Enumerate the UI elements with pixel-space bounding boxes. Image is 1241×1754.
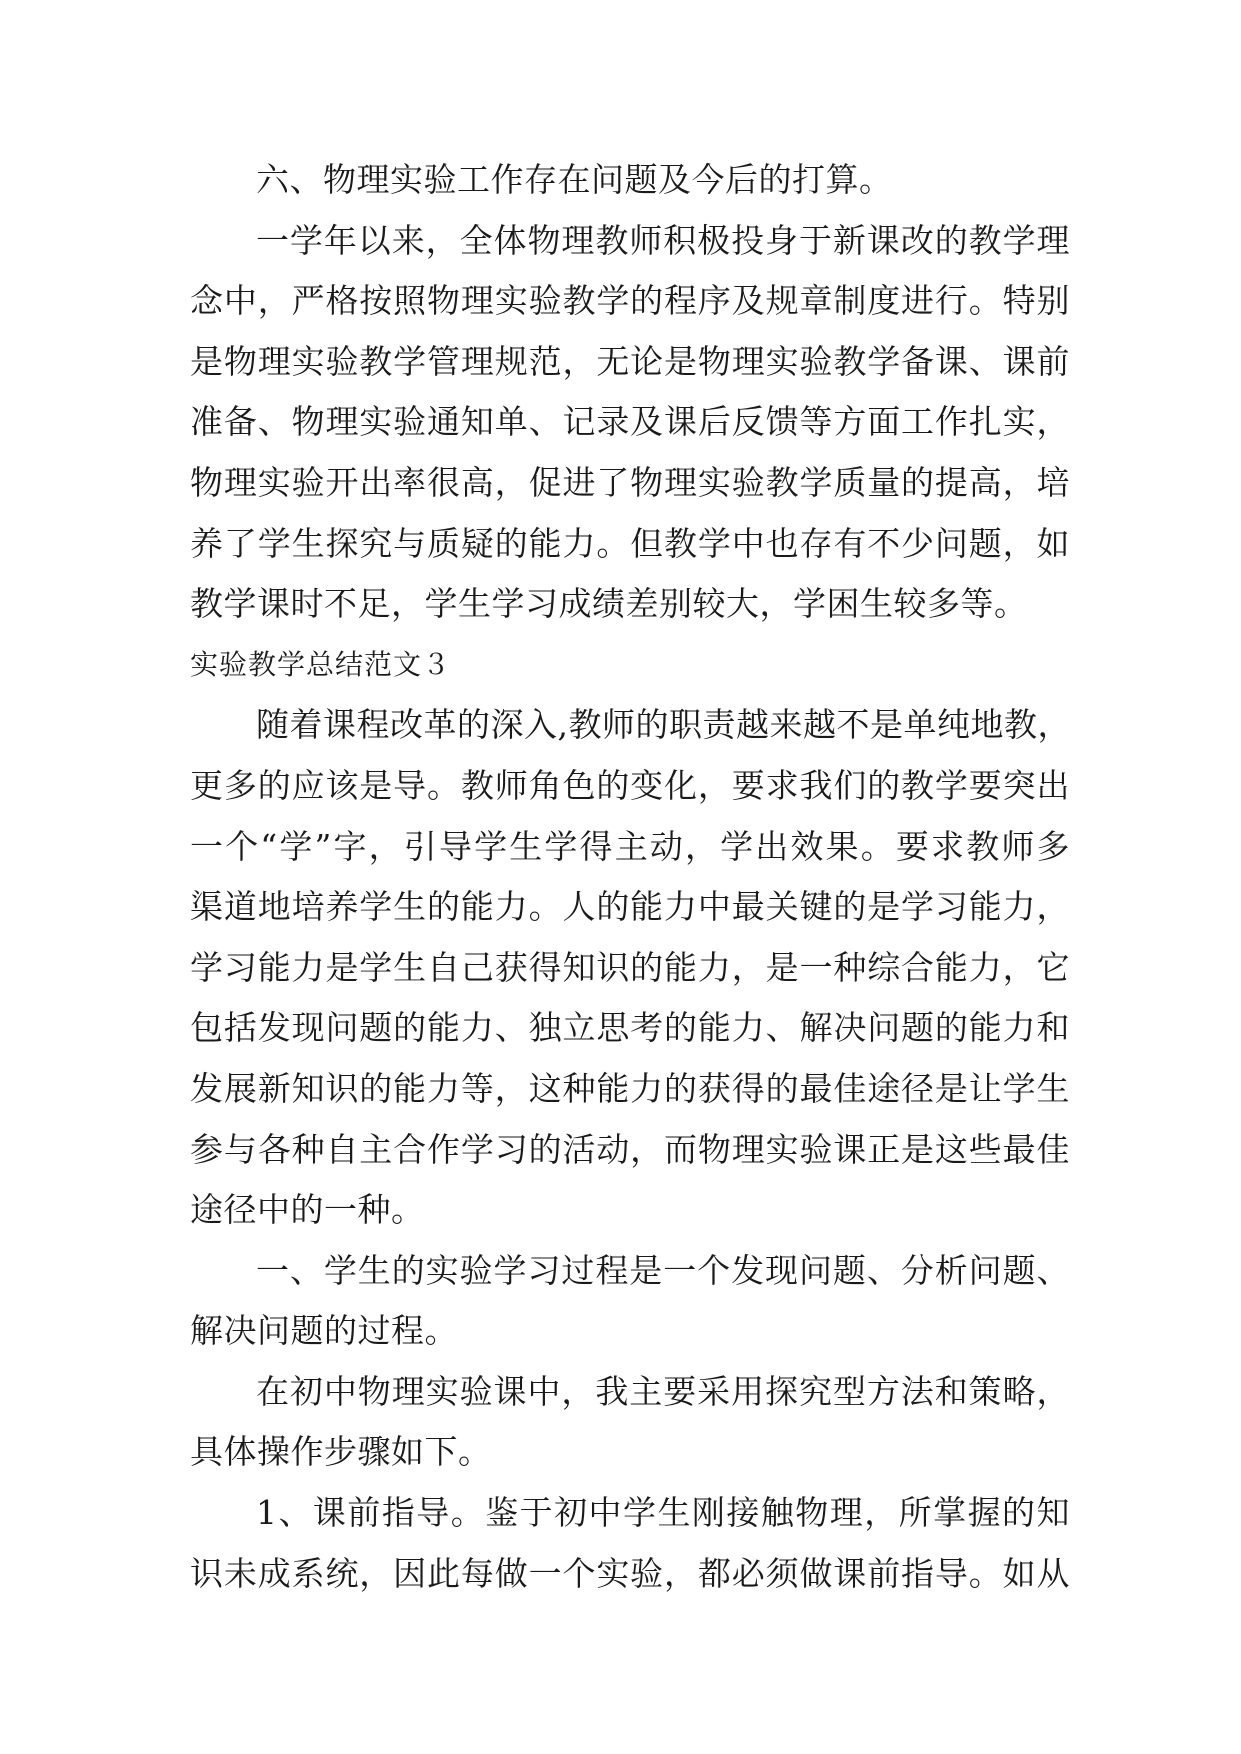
text-line: 具体操作步骤如下。 <box>190 1432 492 1472</box>
document-body <box>190 150 1070 1604</box>
text-line: 是物理实验教学管理规范，无论是物理实验教学备课、课前 <box>190 341 1070 381</box>
text-line: 一学年以来，全体物理教师积极投身于新课改的教学理 <box>256 220 1070 260</box>
text-line: 六、物理实验工作存在问题及今后的打算。 <box>256 160 893 199</box>
text-line: 物理实验开出率很高，促进了物理实验教学质量的提高，培 <box>190 462 1070 502</box>
text-line: 学习能力是学生自己获得知识的能力，是一种综合能力，它 <box>190 947 1070 987</box>
text-line: 随着课程改革的深入,教师的职责越来越不是单纯地教， <box>256 705 1071 745</box>
paragraph <box>190 1483 1070 1604</box>
text-line: 准备、物理实验通知单、记录及课后反馈等方面工作扎实， <box>190 402 1070 442</box>
paragraph <box>190 1362 1070 1483</box>
paragraph <box>190 695 1070 1240</box>
text-line: 渠道地培养学生的能力。人的能力中最关键的是学习能力， <box>190 887 1070 927</box>
text-line: 一个“学”字，引导学生学得主动，学出效果。要求教师多 <box>190 826 1070 866</box>
paragraph <box>190 150 1070 211</box>
text-line: 在初中物理实验课中，我主要采用探究型方法和策略， <box>256 1371 1070 1411</box>
section-heading <box>190 635 1070 696</box>
text-line: 解决问题的过程。 <box>190 1311 458 1351</box>
text-line: 参与各种自主合作学习的活动，而物理实验课正是这些最佳 <box>190 1129 1070 1169</box>
text-line: 实验教学总结范文３ <box>190 647 452 681</box>
paragraph <box>190 211 1070 635</box>
text-line: 养了学生探究与质疑的能力。但教学中也存有不少问题，如 <box>190 523 1070 563</box>
text-line: 念中，严格按照物理实验教学的程序及规章制度进行。特别 <box>190 281 1070 321</box>
text-line: 途径中的一种。 <box>190 1190 425 1230</box>
text-line: 识未成系统，因此每做一个实验，都必须做课前指导。如从 <box>190 1553 1070 1593</box>
text-line: 更多的应该是导。教师角色的变化，要求我们的教学要突出 <box>190 765 1070 805</box>
text-line: 包括发现问题的能力、独立思考的能力、解决问题的能力和 <box>190 1008 1070 1048</box>
text-line: 1、课前指导。鉴于初中学生刚接触物理，所掌握的知 <box>256 1493 1070 1533</box>
paragraph <box>190 1241 1070 1362</box>
text-line: 教学课时不足，学生学习成绩差别较大，学困生较多等。 <box>190 584 1028 624</box>
text-line: 一、学生的实验学习过程是一个发现问题、分析问题、 <box>256 1250 1070 1290</box>
text-line: 发展新知识的能力等，这种能力的获得的最佳途径是让学生 <box>190 1068 1070 1108</box>
